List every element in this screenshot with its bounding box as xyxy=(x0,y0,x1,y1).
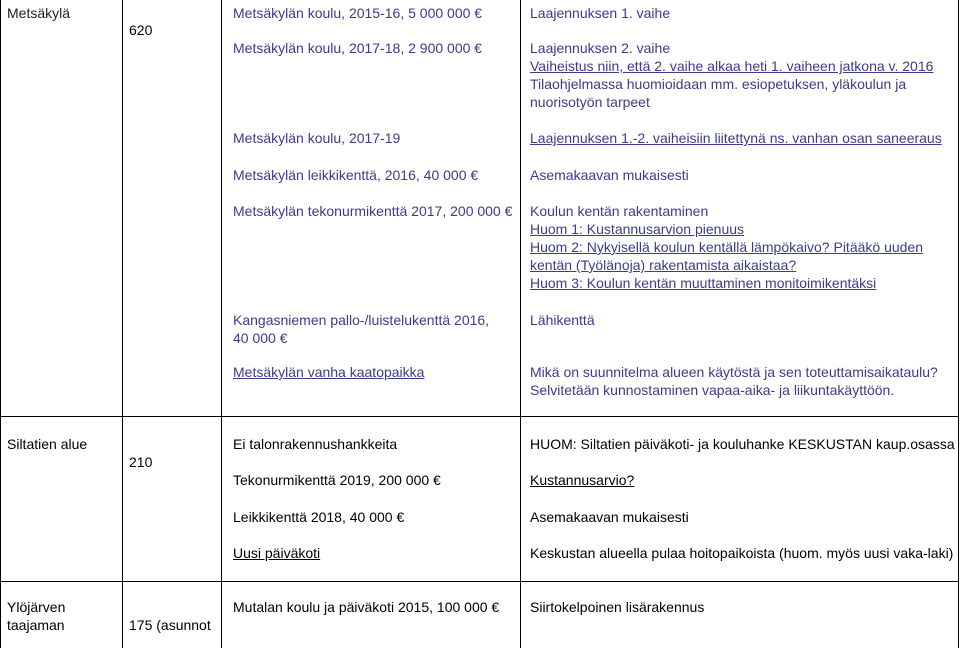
area-name: Metsäkylä xyxy=(7,5,71,21)
note-line: Tilaohjelmassa huomioidaan mm. esiopetuksen, yläkoulun ja xyxy=(530,76,907,92)
note-line: Huom 2: Nykyisellä koulun kentällä lämpökaivo? Pitääkö uuden xyxy=(530,239,923,255)
note-line: Selvitetään kunnostaminen vapaa-aika- ja liikuntakäyttöön. xyxy=(530,382,895,398)
col-divider-2 xyxy=(221,0,222,648)
note-line: Lähikenttä xyxy=(530,312,595,328)
project-item: Mutalan koulu ja päiväkoti 2015, 100 000 € xyxy=(233,599,500,615)
project-item: Metsäkylän koulu, 2017-19 xyxy=(233,130,401,146)
note-line: Mikä on suunnitelma alueen käytöstä ja sen toteuttamisaikataulu? xyxy=(530,364,938,380)
child-count: 210 xyxy=(129,454,153,470)
note-line: Asemakaavan mukaisesti xyxy=(530,167,689,183)
project-item-cont: 40 000 € xyxy=(233,330,288,346)
row-divider-1 xyxy=(0,416,959,417)
project-item: Metsäkylän vanha kaatopaikka xyxy=(233,364,425,380)
note-line: Laajennuksen 1. vaihe xyxy=(530,5,671,21)
note-line: HUOM: Siltatien päiväkoti- ja kouluhanke KESKUSTAN kaup.osassa xyxy=(530,436,955,452)
project-item: Metsäkylän leikkikenttä, 2016, 40 000 € xyxy=(233,167,479,183)
project-item: Metsäkylän koulu, 2017-18, 2 900 000 € xyxy=(233,40,483,56)
project-item: Leikkikenttä 2018, 40 000 € xyxy=(233,509,405,525)
note-line: Kustannusarvio? xyxy=(530,472,635,488)
project-item: Tekonurmikenttä 2019, 200 000 € xyxy=(233,472,441,488)
col-divider-1 xyxy=(122,0,123,648)
note-line: Siirtokelpoinen lisärakennus xyxy=(530,599,705,615)
table-left-border xyxy=(0,0,1,648)
row-divider-2 xyxy=(0,581,959,582)
note-line: Laajennuksen 1.-2. vaiheisiin liitettynä ns. vanhan osan saneeraus xyxy=(530,130,942,146)
note-line: Koulun kentän rakentaminen xyxy=(530,203,709,219)
child-count: 175 (asunnot xyxy=(129,617,211,633)
col-divider-3 xyxy=(520,0,521,648)
note-line: Asemakaavan mukaisesti xyxy=(530,509,689,525)
note-line: kentän (Työlänoja) rakentamista aikaistaa? xyxy=(530,257,797,273)
note-line: Keskustan alueella pulaa hoitopaikoista (huom. myös uusi vaka-laki) xyxy=(530,545,954,561)
note-line: Vaiheistus niin, että 2. vaihe alkaa heti 1. vaiheen jatkona v. 2016 xyxy=(530,58,934,74)
child-count: 620 xyxy=(129,22,153,38)
area-name: Siltatien alue xyxy=(7,436,88,452)
area-name: Ylöjärven xyxy=(7,599,66,615)
area-name-cont: taajaman xyxy=(7,617,65,633)
project-item: Kangasniemen pallo-/luistelukenttä 2016, xyxy=(233,312,490,328)
project-item: Ei talonrakennushankkeita xyxy=(233,436,398,452)
note-line: nuorisotyön tarpeet xyxy=(530,94,650,110)
note-line: Laajennuksen 2. vaihe xyxy=(530,40,671,56)
note-line: Huom 1: Kustannusarvion pienuus xyxy=(530,221,745,237)
project-item: Metsäkylän tekonurmikenttä 2017, 200 000 € xyxy=(233,203,513,219)
project-item: Uusi päiväkoti xyxy=(233,545,321,561)
note-line: Huom 3: Koulun kentän muuttaminen monitoimikentäksi xyxy=(530,275,877,291)
table-right-border xyxy=(958,0,959,648)
project-item: Metsäkylän koulu, 2015-16, 5 000 000 € xyxy=(233,5,483,21)
